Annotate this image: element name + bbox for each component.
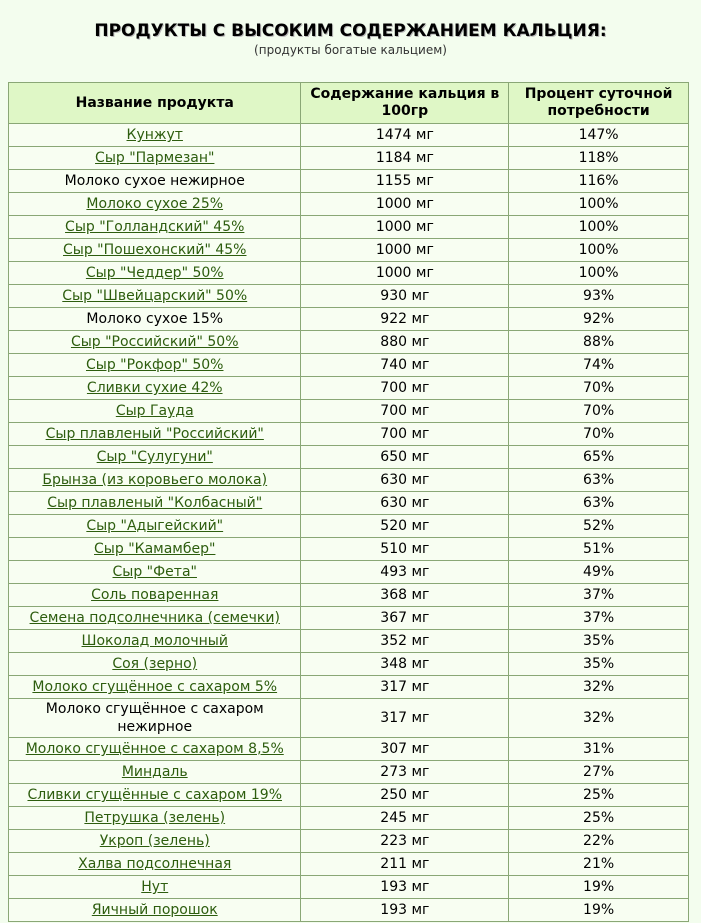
product-name-cell (9, 262, 301, 285)
product-name: Молоко сухое нежирное (64, 173, 245, 189)
page-title: ПРОДУКТЫ С ВЫСОКИМ СОДЕРЖАНИЕМ КАЛЬЦИЯ: (94, 21, 607, 41)
calcium-content-cell: 1155 мг (301, 170, 509, 193)
product-link[interactable]: Сыр плавленый "Российский" (45, 426, 264, 442)
table-row (9, 193, 689, 216)
product-link[interactable]: Укроп (зелень) (99, 833, 210, 849)
daily-percent-cell: 49% (509, 561, 689, 584)
product-link[interactable]: Сыр "Швейцарский" 50% (62, 288, 248, 304)
product-name: Молоко сухое 15% (86, 311, 224, 327)
product-name-cell (9, 676, 301, 699)
page-subtitle: (продукты богатые кальцием) (254, 43, 447, 57)
product-name-cell (9, 400, 301, 423)
calcium-content-cell: 510 мг (301, 538, 509, 561)
calcium-content-cell: 1184 мг (301, 147, 509, 170)
calcium-content-cell: 1000 мг (301, 262, 509, 285)
product-name-cell (9, 492, 301, 515)
calcium-content-cell: 250 мг (301, 784, 509, 807)
daily-percent-cell: 35% (509, 630, 689, 653)
table-row (9, 784, 689, 807)
daily-percent-cell: 93% (509, 285, 689, 308)
table-row (9, 899, 689, 922)
table-row (9, 354, 689, 377)
daily-percent-cell: 35% (509, 653, 689, 676)
product-link[interactable]: Шоколад молочный (81, 633, 228, 649)
calcium-content-cell: 930 мг (301, 285, 509, 308)
table-row (9, 170, 689, 193)
daily-percent-cell: 63% (509, 469, 689, 492)
calcium-content-cell: 317 мг (301, 676, 509, 699)
product-link[interactable]: Кунжут (126, 127, 183, 143)
calcium-content-cell: 193 мг (301, 899, 509, 922)
product-name-cell (9, 607, 301, 630)
daily-percent-cell: 37% (509, 584, 689, 607)
calcium-content-cell: 650 мг (301, 446, 509, 469)
table-row (9, 377, 689, 400)
table-row (9, 699, 689, 738)
product-name-cell (9, 876, 301, 899)
table-header-row (9, 83, 689, 124)
calcium-content-cell: 630 мг (301, 469, 509, 492)
product-link[interactable]: Молоко сухое 25% (86, 196, 224, 212)
table-row (9, 400, 689, 423)
product-name-cell (9, 630, 301, 653)
product-link[interactable]: Сыр "Пошехонский" 45% (63, 242, 247, 258)
calcium-content-cell: 245 мг (301, 807, 509, 830)
daily-percent-cell: 70% (509, 377, 689, 400)
column-header-daily-percent: Процент суточной потребности (509, 83, 689, 124)
daily-percent-cell: 147% (509, 124, 689, 147)
daily-percent-cell: 31% (509, 738, 689, 761)
product-name-cell (9, 853, 301, 876)
daily-percent-cell: 25% (509, 807, 689, 830)
daily-percent-cell: 63% (509, 492, 689, 515)
table-row (9, 331, 689, 354)
product-link[interactable]: Халва подсолнечная (78, 856, 232, 872)
product-name-cell (9, 239, 301, 262)
product-name-cell (9, 216, 301, 239)
product-name-cell (9, 377, 301, 400)
product-link[interactable]: Сыр "Адыгейский" (86, 518, 224, 534)
calcium-content-cell: 520 мг (301, 515, 509, 538)
table-row (9, 239, 689, 262)
product-name-cell (9, 331, 301, 354)
product-name: Молоко сгущённое с сахаром нежирное (45, 701, 264, 735)
calcium-content-cell: 630 мг (301, 492, 509, 515)
product-name-cell (9, 830, 301, 853)
daily-percent-cell: 100% (509, 239, 689, 262)
daily-percent-cell: 32% (509, 699, 689, 738)
product-name-cell (9, 469, 301, 492)
daily-percent-cell: 19% (509, 899, 689, 922)
product-link[interactable]: Соя (зерно) (112, 656, 198, 672)
product-name-cell (9, 193, 301, 216)
daily-percent-cell: 118% (509, 147, 689, 170)
calcium-content-cell: 352 мг (301, 630, 509, 653)
calcium-content-cell: 223 мг (301, 830, 509, 853)
product-name-cell (9, 584, 301, 607)
daily-percent-cell: 92% (509, 308, 689, 331)
product-name-cell (9, 653, 301, 676)
product-name-cell (9, 561, 301, 584)
product-link[interactable]: Семена подсолнечника (семечки) (29, 610, 280, 626)
calcium-content-cell: 317 мг (301, 699, 509, 738)
daily-percent-cell: 88% (509, 331, 689, 354)
daily-percent-cell: 100% (509, 216, 689, 239)
calcium-content-cell: 367 мг (301, 607, 509, 630)
product-name-cell (9, 354, 301, 377)
product-name-cell (9, 515, 301, 538)
table-row (9, 469, 689, 492)
product-name-cell (9, 699, 301, 738)
daily-percent-cell: 27% (509, 761, 689, 784)
daily-percent-cell: 74% (509, 354, 689, 377)
table-row (9, 538, 689, 561)
product-link[interactable]: Сыр "Пармезан" (95, 150, 215, 166)
product-link[interactable]: Сыр "Фета" (112, 564, 197, 580)
product-link[interactable]: Сыр "Сулугуни" (96, 449, 213, 465)
product-link[interactable]: Сливки сгущённые с сахаром 19% (27, 787, 282, 803)
table-row (9, 423, 689, 446)
product-name-cell (9, 423, 301, 446)
product-name-cell (9, 807, 301, 830)
table-row (9, 216, 689, 239)
calcium-content-cell: 493 мг (301, 561, 509, 584)
product-name-cell (9, 147, 301, 170)
calcium-content-cell: 368 мг (301, 584, 509, 607)
daily-percent-cell: 70% (509, 423, 689, 446)
product-link[interactable]: Молоко сгущённое с сахаром 5% (32, 679, 278, 695)
product-link[interactable]: Сыр плавленый "Колбасный" (47, 495, 263, 511)
daily-percent-cell: 100% (509, 193, 689, 216)
calcium-content-cell: 1000 мг (301, 216, 509, 239)
table-row (9, 830, 689, 853)
daily-percent-cell: 51% (509, 538, 689, 561)
table-row (9, 147, 689, 170)
daily-percent-cell: 65% (509, 446, 689, 469)
daily-percent-cell: 22% (509, 830, 689, 853)
daily-percent-cell: 52% (509, 515, 689, 538)
table-row (9, 584, 689, 607)
product-name-cell (9, 446, 301, 469)
table-row (9, 876, 689, 899)
daily-percent-cell: 32% (509, 676, 689, 699)
table-row (9, 853, 689, 876)
product-link[interactable]: Соль поваренная (91, 587, 219, 603)
table-row (9, 630, 689, 653)
calcium-content-cell: 273 мг (301, 761, 509, 784)
product-link[interactable]: Яичный порошок (91, 902, 218, 918)
table-row (9, 738, 689, 761)
calcium-content-cell: 740 мг (301, 354, 509, 377)
product-link[interactable]: Нут (141, 879, 169, 895)
daily-percent-cell: 37% (509, 607, 689, 630)
table-row (9, 124, 689, 147)
product-link[interactable]: Сыр "Рокфор" 50% (85, 357, 224, 373)
calcium-content-cell: 1000 мг (301, 193, 509, 216)
table-row (9, 761, 689, 784)
table-body (9, 124, 689, 922)
product-link[interactable]: Сыр "Российский" 50% (70, 334, 239, 350)
product-link[interactable]: Сливки сухие 42% (86, 380, 223, 396)
table-row (9, 262, 689, 285)
table-row (9, 676, 689, 699)
daily-percent-cell: 100% (509, 262, 689, 285)
column-header-product-name: Название продукта (9, 83, 301, 124)
table-row (9, 285, 689, 308)
table-row (9, 607, 689, 630)
product-link[interactable]: Брынза (из коровьего молока) (42, 472, 268, 488)
daily-percent-cell: 116% (509, 170, 689, 193)
product-link[interactable]: Сыр "Камамбер" (94, 541, 216, 557)
calcium-content-cell: 307 мг (301, 738, 509, 761)
daily-percent-cell: 19% (509, 876, 689, 899)
daily-percent-cell: 25% (509, 784, 689, 807)
calcium-content-cell: 1474 мг (301, 124, 509, 147)
product-name-cell (9, 761, 301, 784)
calcium-content-cell: 700 мг (301, 423, 509, 446)
calcium-content-cell: 1000 мг (301, 239, 509, 262)
product-link[interactable]: Сыр Гауда (115, 403, 194, 419)
column-header-calcium-content: Содержание кальция в 100гр (301, 83, 509, 124)
product-name-cell (9, 285, 301, 308)
calcium-content-cell: 700 мг (301, 377, 509, 400)
product-name-cell (9, 170, 301, 193)
product-name-cell (9, 124, 301, 147)
calcium-content-cell: 880 мг (301, 331, 509, 354)
page-header (0, 0, 701, 82)
table-row (9, 308, 689, 331)
table-row (9, 561, 689, 584)
calcium-content-cell: 700 мг (301, 400, 509, 423)
calcium-content-cell: 922 мг (301, 308, 509, 331)
calcium-content-cell: 348 мг (301, 653, 509, 676)
product-name-cell (9, 738, 301, 761)
calcium-content-cell: 211 мг (301, 853, 509, 876)
product-link[interactable]: Сыр "Чеддер" 50% (85, 265, 224, 281)
table-row (9, 446, 689, 469)
product-link[interactable]: Петрушка (зелень) (84, 810, 226, 826)
product-name-cell (9, 899, 301, 922)
product-name-cell (9, 308, 301, 331)
calcium-content-cell: 193 мг (301, 876, 509, 899)
product-name-cell (9, 784, 301, 807)
table-row (9, 515, 689, 538)
table-row (9, 492, 689, 515)
daily-percent-cell: 70% (509, 400, 689, 423)
product-link[interactable]: Миндаль (121, 764, 188, 780)
calcium-table (8, 82, 689, 922)
daily-percent-cell: 21% (509, 853, 689, 876)
table-row (9, 807, 689, 830)
product-name-cell (9, 538, 301, 561)
table-row (9, 653, 689, 676)
product-link[interactable]: Сыр "Голландский" 45% (65, 219, 245, 235)
product-link[interactable]: Молоко сгущённое с сахаром 8,5% (25, 741, 284, 757)
